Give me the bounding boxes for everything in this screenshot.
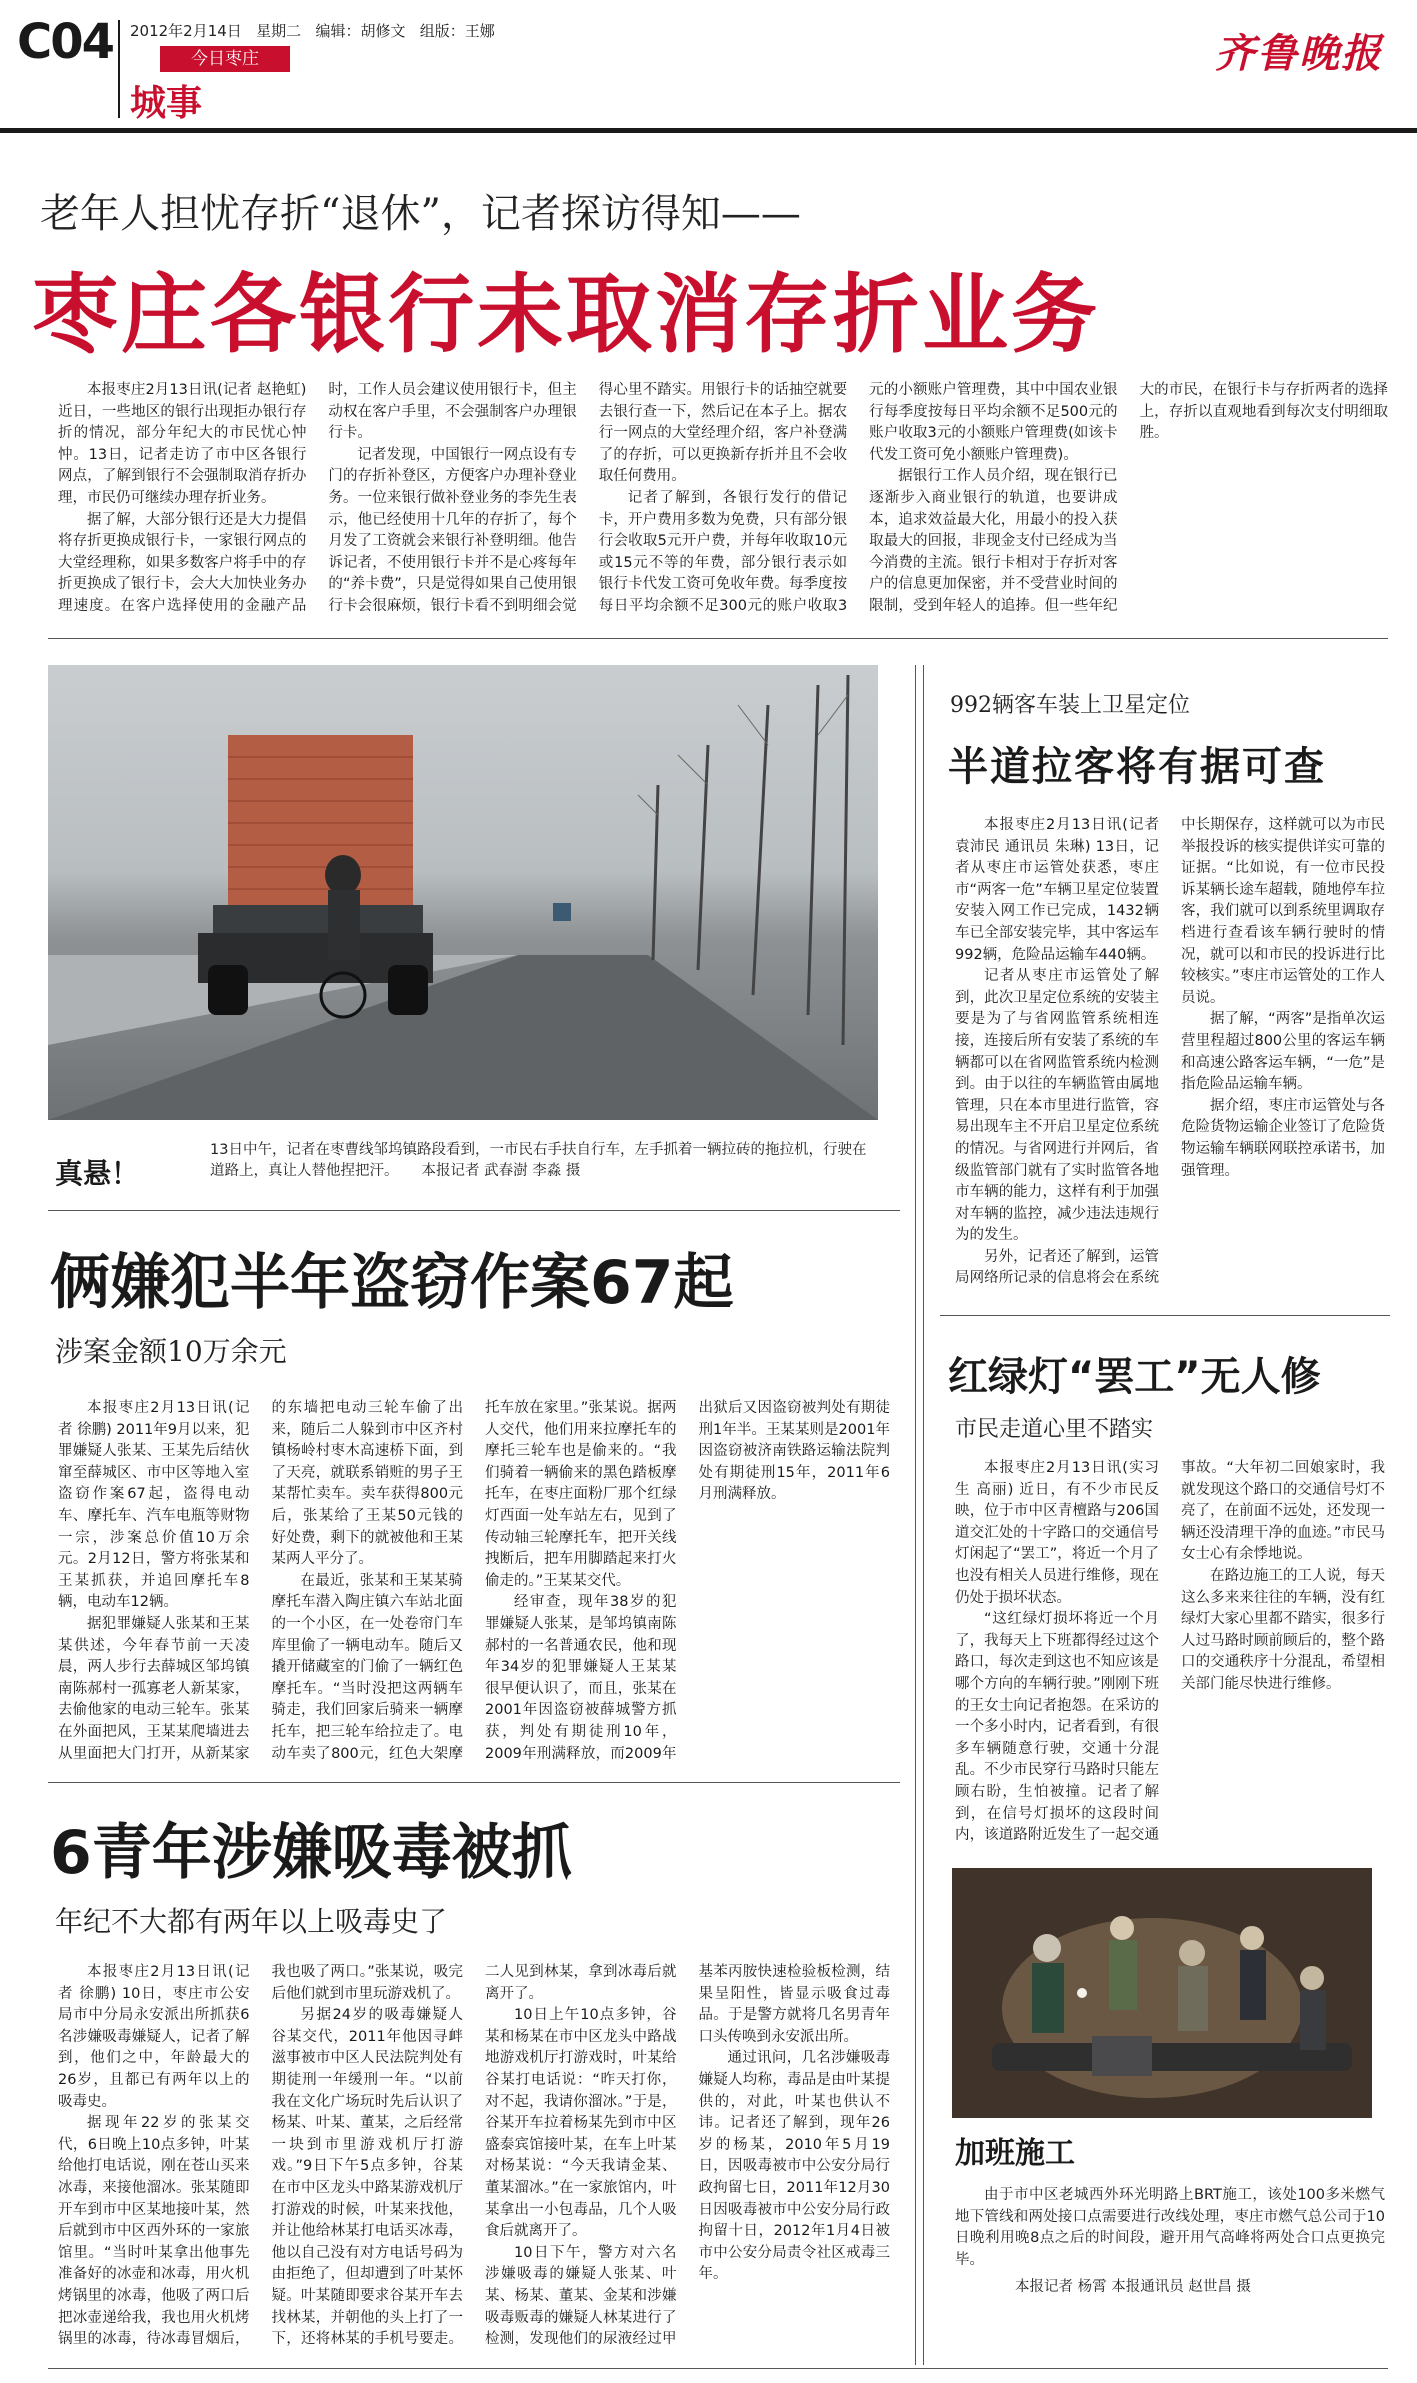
- construction-photo-credit: 本报记者 杨霄 本报通讯员 赵世昌 摄: [1015, 2279, 1251, 2295]
- construction-photo: [952, 1868, 1372, 2118]
- drug-paragraph: 另据24岁的吸毒嫌疑人谷某交代，2011年他因寻衅滋事被市中区人民法院判处有期徒刑一年缓刑一年。“以前我在文化广场玩时先后认识了杨某、叶某、董某，之后经常一块到市里游戏机厅打游戏。”9日下午5点多钟，谷某在市中区龙头中路某游戏机厅打游戏的时候，叶某来找他，并让他给林某打电话买冰毒，他以自己没有对方电话号码为由拒绝了，但却遭到了叶某怀疑。叶某随即要求谷某开车去找林某，并朝他的头上打了一下，还将林某的手机号要走。二人见到林某，拿到冰毒后就离开了。: [271, 1964, 677, 2348]
- construction-caption-label: 加班施工: [955, 2136, 1075, 2171]
- satellite-paragraph: 据了解，“两客”是指单次运营里程超过800公里的客运车辆和高速公路客运车辆，“一危”是指危险品运输车辆。: [1181, 1011, 1385, 1093]
- editor: 编辑：胡修文: [315, 22, 406, 40]
- drug-paragraph: 本报枣庄2月13日讯(记者 徐鹏) 10日，枣庄市公安局市中分局永安派出所抓获6名涉嫌吸毒嫌疑人，记者了解到，他们之中，年龄最大的26岁，且都已有两年以上的吸毒史。: [58, 1964, 250, 2110]
- page-number: C04: [17, 14, 114, 70]
- drug-paragraph: 据现年22岁的张某交代，6日晚上10点多钟，叶某给他打电话说，刚在苍山买来冰毒，来接他溜冰。张某随即开车到市中区某地接叶某，然后就到市中区西外环的一家旅馆里。“当时叶某拿出他事先准备好的冰壶和冰毒，用火机烤锅里的冰毒，他吸了两口后把冰壶递给我，我也用火机烤锅里的冰毒，待冰毒冒烟后，我也吸了两口。”张某说，吸完后他们就到市里玩游戏机了。: [58, 1964, 463, 2348]
- truck-photo: [48, 665, 878, 1120]
- section-title: 城事: [130, 83, 203, 124]
- divider: [48, 1782, 900, 1783]
- divider: [48, 1210, 900, 1211]
- drug-subhead: 年纪不大都有两年以上吸毒史了: [55, 1905, 448, 1938]
- traffic-paragraph: “这红绿灯损坏将近一个月了，我每天上下班都得经过这个路口，每次走到这也不知应该是哪个方向的车辆行驶。”刚刚下班的王女士向记者抱怨。在采访的一个多小时内，记者看到，有很多车辆随意行驶，交通十分混乱。不少市民穿行马路时只能左顾右盼，生怕被撞。记者了解到，在信号灯损坏的这段时间内，该道路附近发生了一起交通事故。“大年初二回娘家时，我就发现这个路口的交通信号灯不亮了，在前面不远处，还发现一辆还没清理干净的血迹。”市民马女士心有余悸地说。: [955, 1460, 1385, 1844]
- theft-paragraph: 据犯罪嫌疑人张某和王某某供述，今年春节前一天凌晨，两人步行去薛城区邹坞镇南陈郝村一孤寡老人新某家，去偷他家的电动三轮车。张某在外面把风，王某某爬墙进去从里面把大门打开，从新某家的东墙把电动三轮车偷了出来，随后二人躲到市中区齐村镇杨岭村枣木高速桥下面，到了天亮，就联系销赃的男子王某帮忙卖车。卖车获得800元后，张某给了王某50元钱的好处费，剩下的就被他和王某某两人平分了。: [58, 1400, 463, 1762]
- issue-weekday: 星期二: [256, 22, 302, 40]
- satellite-body: [955, 815, 1385, 1305]
- divider: [940, 1315, 1390, 1316]
- construction-caption: [955, 2185, 1385, 2271]
- traffic-paragraph: 本报枣庄2月13日讯(实习生 高丽) 近日，有不少市民反映，位于市中区青檀路与206国道交汇处的十字路口的交通信号灯闲起了“罢工”，将近一个月了也没有相关人员进行维修，现在仍处于损坏状态。: [955, 1460, 1159, 1606]
- construction-scene-image: [952, 1868, 1372, 2118]
- satellite-paragraph: 据介绍，枣庄市运管处与各危险货物运输企业签订了危险货物运输车辆联网联控承诺书，加强管理。: [1181, 1097, 1385, 1179]
- section-tag: 今日枣庄: [160, 46, 290, 72]
- theft-paragraph: 经审查，现年38岁的犯罪嫌疑人张某，是邹坞镇南陈郝村的一名普通农民，他和现年34岁的犯罪嫌疑人王某某很早便认识了，而且，张某在2001年因盗窃被薛城警方抓获，判处有期徒刑10年，2009年刑满释放，而2009年出狱后又因盗窃被判处有期徒刑1年半。王某某则是2001年因盗窃被济南铁路运输法院判处有期徒刑15年，2011年6月刑满释放。: [485, 1400, 890, 1762]
- traffic-headline: 红绿灯“罢工”无人修: [948, 1354, 1321, 1400]
- theft-body: [58, 1398, 890, 1768]
- satellite-paragraph: 另外，记者还了解到，运管局网络所记录的信息将会在系统中长期保存，这样就可以为市民举报投诉的核实提供详实可靠的证据。“比如说，有一位市民投诉某辆长途车超载，随地停车拉客，我们就可以到系统里调取存档进行查看该车辆行驶时的情况，就可以和市民的投诉进行比较核实。”枣庄市运管处的工作人员说。: [955, 817, 1385, 1287]
- lead-paragraph: 本报枣庄2月13日讯(记者 赵艳虹) 近日，一些地区的银行出现拒办银行存折的情况，部分年纪大的市民忧心忡忡。13日，记者走访了市中区各银行网点，了解到银行不会强制取消存折办理，市民仍可继续办理存折业务。: [58, 382, 307, 506]
- satellite-paragraph: 本报枣庄2月13日讯(记者 袁沛民 通讯员 朱琳) 13日，记者从枣庄市运管处获悉，枣庄市“两客一危”车辆卫星定位装置安装入网工作已完成，1432辆车已全部安装完毕，其中客运车992辆，危险品运输车440辆。: [955, 817, 1159, 963]
- truck-photo-credit: 本报记者 武春澍 李淼 摄: [421, 1163, 581, 1179]
- column-divider: [915, 665, 916, 2365]
- traffic-subhead: 市民走道心里不踏实: [955, 1417, 1154, 1442]
- drug-paragraph: 10日上午10点多钟，谷某和杨某在市中区龙头中路战地游戏机厅打游戏时，叶某给谷某打电话说：“昨天打你，对不起，我请你溜冰。”于是，谷某开车拉着杨某先到市中区盛泰宾馆接叶某，在车上叶某对杨某说：“今天我请金某、董某溜冰。”在一家旅馆内，叶某拿出一小包毒品，几个人吸食后就离开了。: [485, 2007, 677, 2240]
- layout-editor: 组版：王娜: [419, 22, 495, 40]
- header-rule: [0, 128, 1417, 133]
- lead-body: [58, 380, 1388, 620]
- truck-caption-text: 13日中午，记者在枣曹线邹坞镇路段看到，一市民右手扶自行车，左手抓着一辆拉砖的拖拉机，行驶在道路上，真让人替他捏把汗。: [210, 1142, 867, 1179]
- traffic-body: [955, 1458, 1385, 1858]
- satellite-headline: 半道拉客将有据可查: [948, 744, 1326, 790]
- truck-caption-label: 真悬！: [55, 1157, 140, 1190]
- column-divider: [923, 665, 924, 2365]
- lead-paragraph: 据银行工作人员介绍，现在银行已逐渐步入商业银行的轨道，也要讲成本，追求效益最大化，用最小的投入获取最大的回报，非现金支付已经成为当今消费的主流。银行卡相对于存折对客户的信息更加保密，并不受营业时间的限制，受到年轻人的追捧。但一些年纪大的市民，在银行卡与存折两者的选择上，存折以直观地看到每次支付明细取胜。: [869, 382, 1388, 614]
- divider: [48, 638, 1388, 639]
- drug-paragraph: 10日下午，警方对六名涉嫌吸毒的嫌疑人张某、叶某、杨某、董某、金某和涉嫌吸毒贩毒的嫌疑人林某进行了检测，发现他们的尿液经过甲基苯丙胺快速检验板检测，结果呈阳性，皆显示吸食过毒品。于是警方就将几名男青年口头传唤到永安派出所。: [485, 1964, 890, 2348]
- lead-paragraph: 记者发现，中国银行一网点设有专门的存折补登区，方便客户办理补登业务。一位来银行做补登业务的李先生表示，他已经使用十几年的存折了，每个月发了工资就会来银行补登明细。他告诉记者，不使用银行卡并不是心疼每年的“养卡费”，只是觉得如果自己使用银行卡会很麻烦，银行卡看不到明细会觉得心里不踏实。用银行卡的话抽空就要去银行查一下，然后记在本子上。据农行一网点的大堂经理介绍，客户补登满了的存折，可以更换新存折并且不会收取任何费用。: [328, 382, 848, 614]
- issue-date: 2012年2月14日: [130, 22, 242, 40]
- lead-kicker: 老年人担忧存折“退休”，记者探访得知——: [40, 191, 801, 237]
- satellite-kicker: 992辆客车装上卫星定位: [950, 693, 1190, 718]
- satellite-paragraph: 记者从枣庄市运管处了解到，此次卫星定位系统的安装主要是为了与省网监管系统相连接，连接后所有安装了系统的车辆都可以在省网监管系统内检测到。由于以往的车辆监管由属地管理，只在本市里进行监管，容易出现车主不开启卫星定位系统的情况。与省网进行并网后，省级监管部门就有了实时监管各地市车辆的能力，这样有利于加强对车辆的监控，减少违法违规行为的发生。: [955, 968, 1159, 1244]
- drug-paragraph: 通过讯问，几名涉嫌吸毒嫌疑人均称，毒品是由叶某提供的，对此，叶某也供认不讳。记者还了解到，现年26岁的杨某，2010年5月19日，因吸毒被市中公安分局行政拘留七日，2011年12月30日因吸毒被市中公安分局行政拘留十日，2012年1月4日被市中公安分局责令社区戒毒三年。: [698, 2050, 890, 2283]
- construction-caption-text: 由于市中区老城西外环光明路上BRT施工，该处100多米燃气地下管线和两处接口点需要进行改线处理，枣庄市燃气总公司于10日晚利用晚8点之后的时间段，避开用气高峰将两处合口点更换完毕。: [955, 2187, 1385, 2268]
- traffic-paragraph: 在路边施工的工人说，每天这么多来来往往的车辆，没有红绿灯大家心里都不踏实，很多行人过马路时顾前顾后的，整个路口的交通秩序十分混乱，希望相关部门能尽快进行维修。: [1181, 1567, 1385, 1692]
- drug-body: [58, 1962, 890, 2362]
- truck-caption: [210, 1140, 880, 1182]
- drug-headline: 6青年涉嫌吸毒被抓: [50, 1818, 572, 1888]
- lead-paragraph: 记者了解到，各银行发行的借记卡，开户费用多数为免费，只有部分银行会收取5元开户费，并每年收取10元或15元不等的年费，部分银行表示如银行卡代发工资可免收年费。每季度按每日平均余额不足300元的账户收取3元的小额账户管理费，其中中国农业银行每季度按每日平均余额不足500元的账户收取3元的小额账户管理费(如该卡代发工资可免小额账户管理费)。: [598, 382, 1118, 614]
- theft-paragraph: 在最近，张某和王某某骑摩托车潜入陶庄镇六车站北面的一个小区，在一处卷帘门车库里偷了一辆电动车。随后又撬开储藏室的门偷了一辆红色摩托车。“当时没把这两辆车骑走，我们回家后骑来一辆摩托车，把三轮车给拉走了。电动车卖了800元，红色大架摩托车放在家里。”张某说。据两人交代，他们用来拉摩托车的摩托三轮车也是偷来的。“我们骑着一辆偷来的黑色踏板摩托车，在枣庄面粉厂那个红绿灯西面一处车站左右，见到了传动轴三轮摩托车，把开关线拽断后，把车用脚踏起来打火偷走的。”王某某交代。: [271, 1400, 677, 1762]
- theft-paragraph: 本报枣庄2月13日讯(记者 徐鹏) 2011年9月以来，犯罪嫌疑人张某、王某先后结伙窜至薛城区、市中区等地入室盗窃作案67起，盗得电动车、摩托车、汽车电瓶等财物一宗，涉案总价值10万余元。2月12日，警方将张某和王某抓获，并追回摩托车8辆，电动车12辆。: [58, 1400, 250, 1611]
- truck-scene-image: [48, 665, 878, 1120]
- header-meta: [130, 20, 495, 41]
- lead-paragraph: 据了解，大部分银行还是大力提倡将存折更换成银行卡，一家银行网点的大堂经理称，如果多数客户将手中的存折更换成了银行卡，会大大加快业务办理速度。在客户选择使用的金融产品时，工作人员会建议使用银行卡，但主动权在客户手里，不会强制客户办理银行卡。: [58, 382, 577, 614]
- lead-headline: 枣庄各银行未取消存折业务: [32, 265, 1100, 365]
- header-divider: [118, 20, 120, 118]
- footer-rule: [48, 2368, 1388, 2369]
- theft-subhead: 涉案金额10万余元: [55, 1335, 287, 1368]
- newspaper-logo: 齐鲁晚报: [1215, 30, 1383, 77]
- theft-headline: 俩嫌犯半年盗窃作案67起: [50, 1248, 734, 1318]
